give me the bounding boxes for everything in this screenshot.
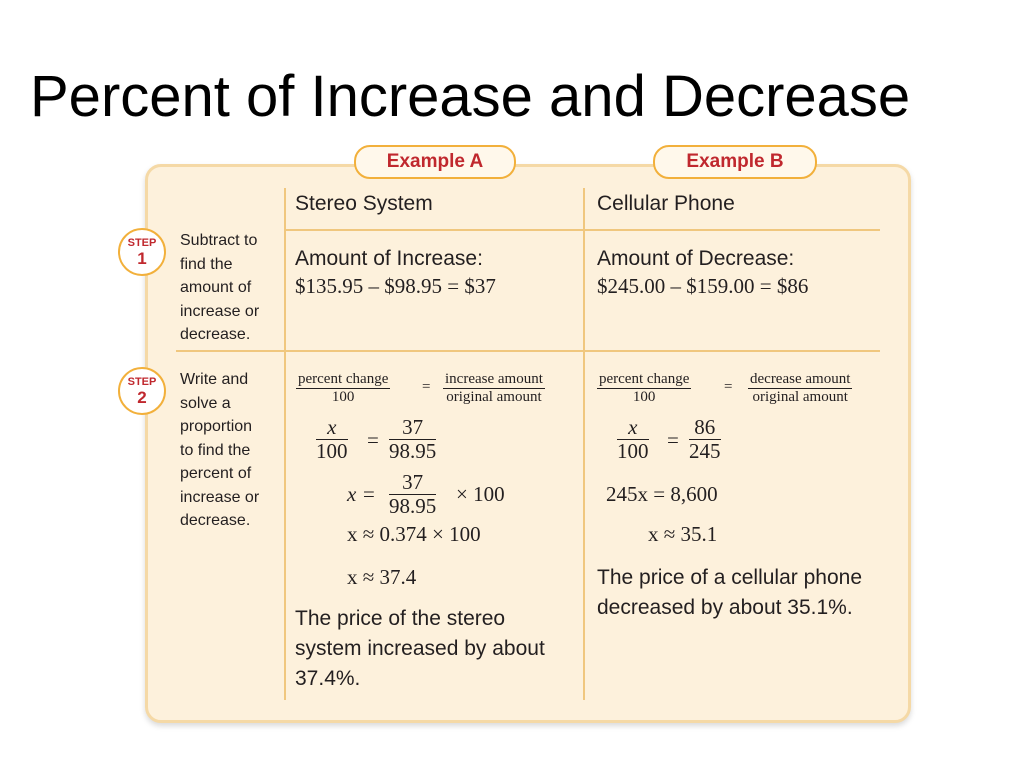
example-a-proportion-left: percent change 100 [298, 371, 389, 405]
step-1-badge: STEP 1 [118, 228, 166, 276]
example-a-fraction-37-over-98-95: $\frac{37}{98.95}$ [389, 415, 437, 463]
slide-title: Percent of Increase and Decrease [30, 64, 911, 129]
column-header-stereo: Stereo System [295, 192, 433, 215]
column-header-phone: Cellular Phone [597, 192, 735, 215]
example-a-fraction-x-over-100: $\frac{x}{100}$ [316, 415, 348, 463]
row-divider-header [286, 229, 880, 231]
tab-example-b: Example B [653, 145, 817, 179]
example-b-equation-equals: = [667, 428, 679, 452]
example-a-line3: x ≈ 0.374 × 100 [347, 522, 481, 546]
example-a-equation-equals: = [367, 428, 379, 452]
example-b-fraction-86-over-245: $\frac{86}{245}$ [689, 415, 721, 463]
example-a-line4: x ≈ 37.4 [347, 565, 417, 589]
example-a-line2-lhs: x = [347, 482, 376, 506]
example-b-conclusion: The price of a cellular phone decreased by about 35.1%. [597, 566, 862, 619]
example-b-proportion-right: decrease amount original amount [750, 371, 851, 405]
column-divider-left [284, 188, 286, 700]
example-a-conclusion: The price of the stereo system increased by about 37.4%. [295, 607, 545, 690]
step-1-description: Subtract to find the amount of increase or decrease. [180, 232, 260, 343]
example-a-proportion-right: increase amount original amount [445, 371, 543, 405]
example-b-proportion-equals: = [724, 379, 733, 395]
row-divider-step [176, 350, 880, 352]
example-a-step1-calc: $135.95 – $98.95 = $37 [295, 274, 496, 298]
example-b-step1-label: Amount of Decrease: [597, 247, 795, 270]
example-a-line2-fraction: $\frac{37}{98.95}$ [389, 470, 437, 518]
example-b-step1-calc: $245.00 – $159.00 = $86 [597, 274, 809, 298]
example-b-proportion-left: percent change 100 [599, 371, 690, 405]
step-2-description: Write and solve a proportion to find the percent of increase or decrease. [180, 371, 260, 529]
example-b-line2: 245x = 8,600 [606, 482, 718, 506]
tab-example-a: Example A [354, 145, 516, 179]
column-divider-right [583, 188, 585, 700]
example-b-fraction-x-over-100: $\frac{x}{100}$ [617, 415, 649, 463]
example-b-line3: x ≈ 35.1 [648, 522, 718, 546]
example-a-step1-label: Amount of Increase: [295, 247, 483, 270]
step-2-badge: STEP 2 [118, 367, 166, 415]
example-a-line2-rhs: × 100 [456, 482, 505, 506]
example-a-proportion-equals: = [422, 379, 431, 395]
